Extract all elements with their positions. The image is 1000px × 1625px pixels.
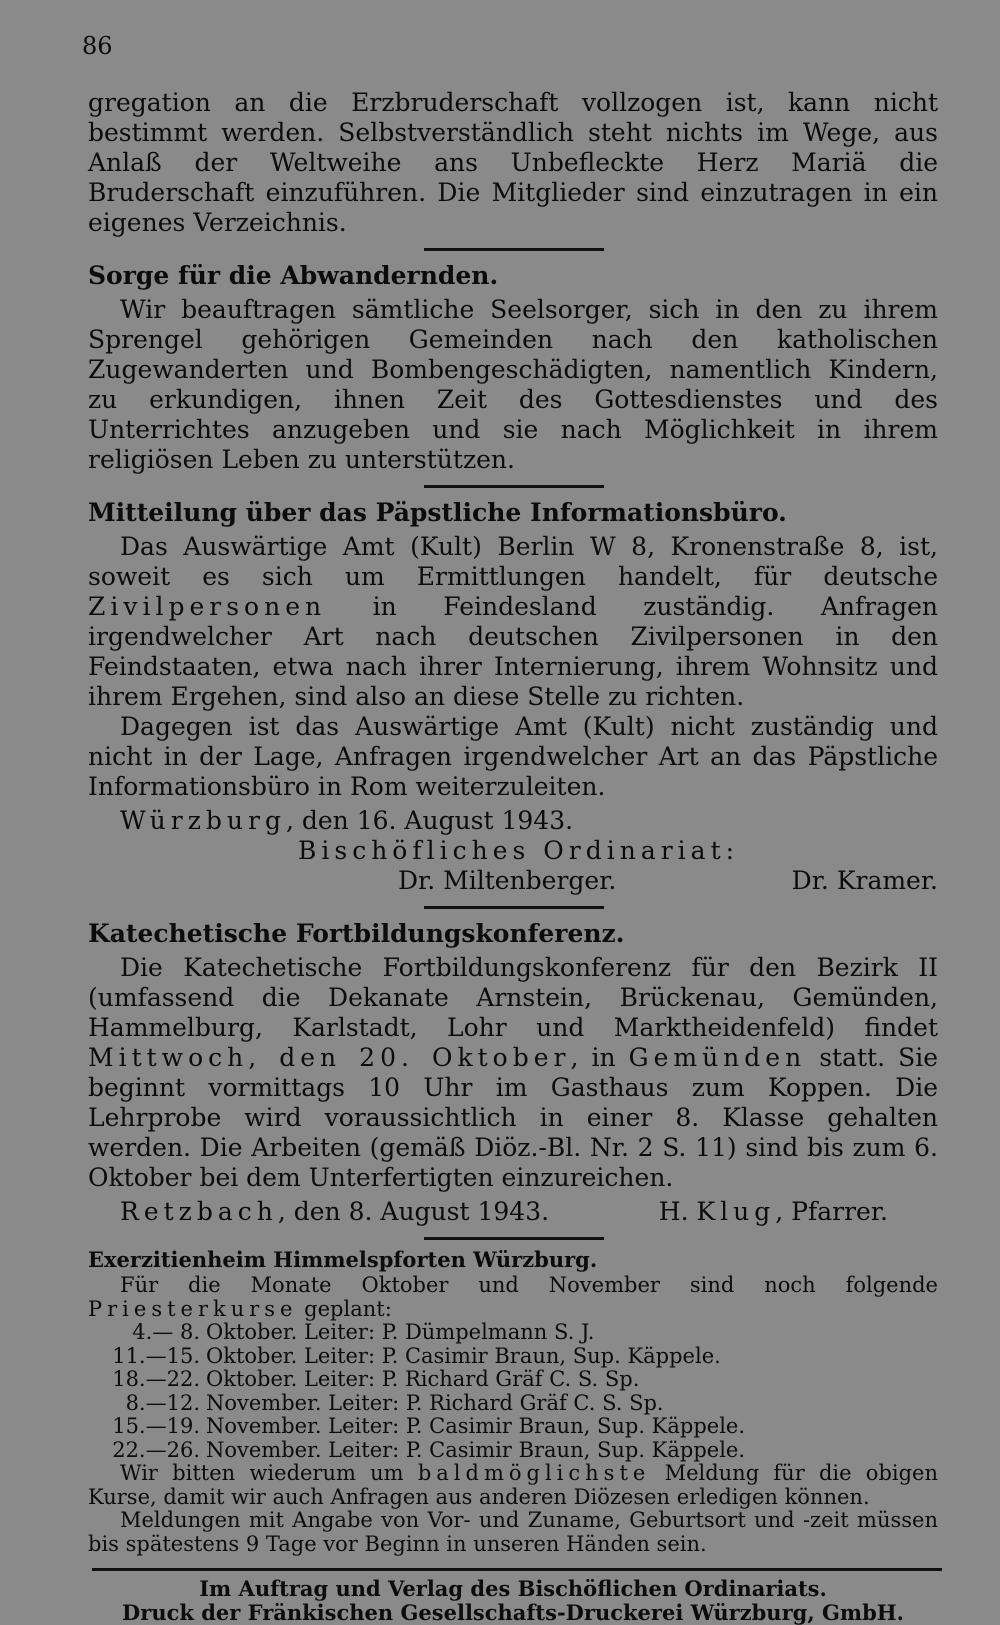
course-item	[88, 1392, 938, 1416]
informationsbuero-paragraph-1	[88, 532, 938, 712]
date-text: , den 8. August 1943.	[277, 1197, 550, 1226]
authority-line: Bischöfliches Ordinariat:	[298, 836, 740, 865]
intro-paragraph: gregation an die Erzbruderschaft vollzogen ist, kann nicht bestimmt werden. Selbstverständlich steht nichts im Wege, aus Anlaß der Weltweihe ans Unbefleckte Herz Mariä die Bruderschaft einzuführen. Die Mitglieder sind einzutragen in ein eigenes Verzeichnis.	[88, 88, 938, 237]
abwandernde-paragraph: Wir beauftragen sämtliche Seelsorger, sich in den zu ihrem Sprengel gehörigen Gemeinden nach den katholischen Zugewanderten und Bombengeschädigten, namentlich Kindern, zu erkundigen, ihnen Zeit des Gottesdienstes und des Unterrichtes anzugeben und sie nach Möglichkeit in ihrem religiösen Leben zu unterstützen.	[88, 295, 938, 474]
signature-row	[88, 866, 938, 896]
footer-publisher: Im Auftrag und Verlag des Bischöflichen Ordinariats.	[199, 1576, 827, 1601]
course-item	[88, 1439, 938, 1463]
course-dates: 22.—26.	[112, 1437, 200, 1462]
heading-abwandernde: Sorge für die Abwandernden.	[88, 261, 499, 290]
date-line-wuerzburg	[88, 806, 938, 836]
spaced-text: Gemünden	[628, 1043, 807, 1072]
text-span: , in	[570, 1043, 629, 1072]
course-text: Oktober. Leiter: P. Casimir Braun, Sup. Käppele.	[206, 1343, 721, 1368]
text-span: in Feindesland zuständig. Anfragen irgendwelcher Art nach deutschen Zivilpersonen in den Feindstaaten, etwa nach ihrer Internierung, ihrem Wohnsitz und ihrem Ergehen, sind also an diese Stelle zu richten.	[88, 592, 938, 711]
exerzitien-intro	[88, 1274, 938, 1321]
date-text: , den 16. August 1943.	[285, 806, 574, 835]
course-text: November. Leiter: P. Casimir Braun, Sup. Käppele.	[206, 1437, 746, 1462]
spaced-text: baldmöglichste	[417, 1461, 651, 1485]
date-signature-row-retzbach	[88, 1197, 938, 1227]
text-span: , Pfarrer.	[775, 1197, 888, 1226]
text-span: statt. Sie beginnt vormittags 10 Uhr im Gasthaus zum Koppen. Die Lehrprobe wird voraussichtlich in einer 8. Klasse gehalten werden. Die Arbeiten (gemäß Diöz.-Bl. Nr. 2 S. 11) sind bis zum 6. Oktober bei dem Unterfertigten einzureichen.	[88, 1043, 938, 1192]
section-rule	[424, 248, 604, 251]
exerzitien-request	[88, 1462, 938, 1509]
heading-informationsbuero: Mitteilung über das Päpstliche Informationsbüro.	[88, 498, 787, 527]
date-place: Retzbach	[120, 1197, 278, 1226]
course-item	[88, 1368, 938, 1392]
informationsbuero-paragraph-2: Dagegen ist das Auswärtige Amt (Kult) nicht zuständig und nicht in der Lage, Anfragen irgendwelcher Art an das Päpstliche Informationsbüro in Rom weiterzuleiten.	[88, 712, 938, 801]
course-dates: 15.—19.	[112, 1414, 200, 1438]
course-text: Oktober. Leiter: P. Richard Gräf C. S. Sp.	[206, 1367, 640, 1391]
text-span: geplant:	[297, 1296, 392, 1321]
section-rule	[424, 906, 604, 909]
content-column	[88, 88, 938, 1625]
exerzitien-section	[88, 1248, 938, 1556]
section-rule	[424, 485, 604, 488]
course-dates: 18.—22.	[112, 1367, 200, 1391]
text-span: Das Auswärtige Amt (Kult) Berlin W 8, Kronenstraße 8, ist, soweit es sich um Ermittlungen handelt, für deutsche	[88, 532, 938, 591]
spaced-text: Mittwoch, den 20. Oktober	[88, 1043, 571, 1072]
exerzitien-registration: Meldungen mit Angabe von Vor- und Zuname, Geburtsort und -zeit müssen bis spätestens 9 Tage vor Beginn in unseren Händen sein.	[88, 1508, 938, 1556]
text-span: Meldung für die obigen Kurse, damit wir auch Anfragen aus anderen Diözesen erledigen können.	[88, 1461, 938, 1509]
text-span: Wir bitten wiederum um	[120, 1461, 418, 1485]
footer-rule	[92, 1568, 942, 1571]
date-place: Würzburg	[120, 806, 286, 835]
text-span: H.	[658, 1197, 697, 1226]
heading-fortbildungskonferenz: Katechetische Fortbildungskonferenz.	[88, 919, 625, 948]
course-item	[88, 1321, 938, 1345]
course-dates: 11.—15.	[112, 1343, 200, 1368]
text-span: Für die Monate Oktober und November sind noch folgende	[120, 1273, 938, 1297]
spaced-text: Priesterkurse	[88, 1296, 298, 1321]
course-dates: 4.— 8.	[132, 1320, 200, 1344]
course-text: November. Leiter: P. Richard Gräf C. S. Sp.	[206, 1390, 664, 1415]
heading-exerzitienheim: Exerzitienheim Himmelspforten Würzburg.	[88, 1247, 598, 1272]
footer-printer: Druck der Fränkischen Gesellschafts-Druckerei Würzburg, GmbH.	[122, 1600, 904, 1625]
section-rule	[424, 1237, 604, 1240]
spaced-text: Zivilpersonen	[88, 592, 327, 621]
course-item	[88, 1345, 938, 1369]
spaced-text: Klug	[696, 1197, 776, 1226]
signer-klug	[659, 1197, 888, 1227]
text-span: Die Katechetische Fortbildungskonferenz für den Bezirk II (umfassend die Dekanate Arnstein, Brückenau, Gemünden, Hammelburg, Karlstadt, Lohr und Marktheidenfeld) findet	[88, 953, 938, 1042]
course-text: Oktober. Leiter: P. Dümpelmann S. J.	[206, 1320, 595, 1344]
fortbildung-paragraph	[88, 953, 938, 1193]
course-text: November. Leiter: P. Casimir Braun, Sup. Käppele.	[206, 1414, 746, 1438]
course-dates: 8.—12.	[125, 1390, 200, 1415]
date-line-retzbach	[120, 1197, 549, 1227]
page-number: 86	[82, 32, 113, 60]
signer-miltenberger: Dr. Miltenberger.	[398, 866, 617, 895]
course-item	[88, 1415, 938, 1439]
signer-kramer: Dr. Kramer.	[791, 866, 938, 895]
